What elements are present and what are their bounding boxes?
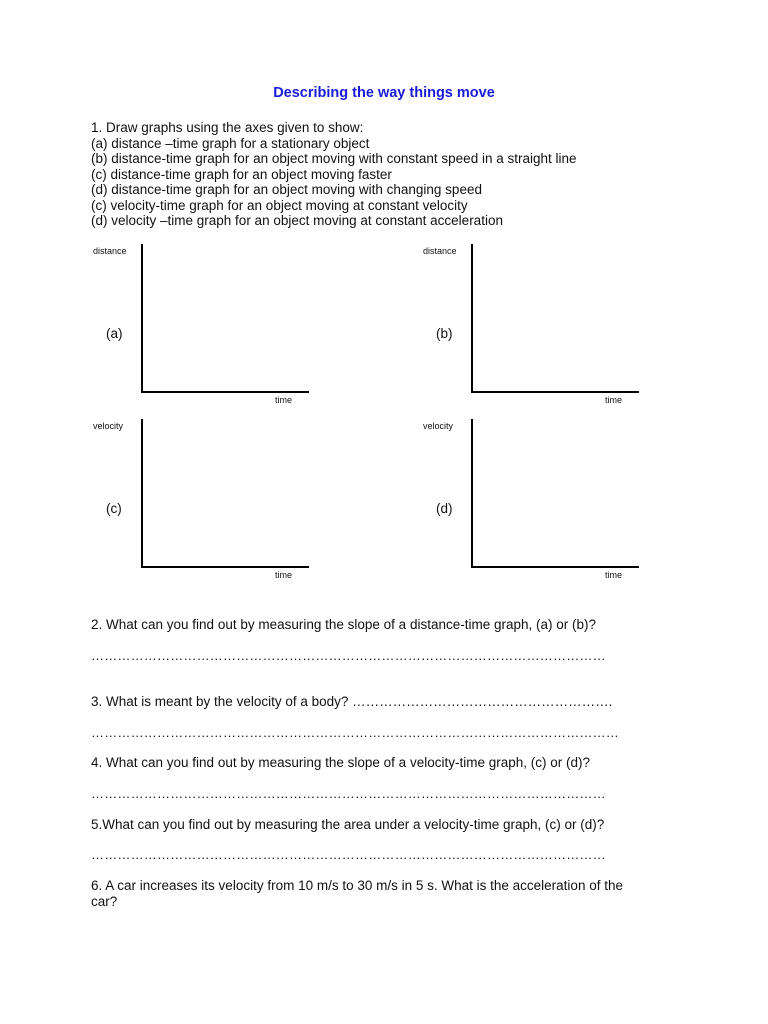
question-1-item-c2: (c) velocity-time graph for an object moving at constant velocity bbox=[91, 197, 468, 213]
question-5-answer-line[interactable]: ……………………………………………………………………………………………………… bbox=[91, 847, 606, 862]
graph-b-label: (b) bbox=[436, 326, 453, 341]
question-1-intro: 1. Draw graphs using the axes given to show: bbox=[91, 120, 364, 135]
question-6-line-1: 6. A car increases its velocity from 10 m/s to 30 m/s in 5 s. What is the acceleration of the bbox=[91, 878, 623, 893]
question-4: 4. What can you find out by measuring the slope of a velocity-time graph, (c) or (d)? bbox=[91, 755, 590, 770]
graph-c-x-axis bbox=[141, 566, 309, 568]
graph-b-y-axis bbox=[471, 244, 473, 393]
question-6 bbox=[91, 878, 623, 910]
question-4-answer-line[interactable]: ……………………………………………………………………………………………………… bbox=[91, 786, 606, 801]
graph-d bbox=[422, 419, 662, 589]
graph-d-xlabel: time bbox=[605, 570, 623, 580]
question-3-answer-line[interactable]: ………………………………………………………………………………………………………… bbox=[91, 725, 619, 740]
graph-a bbox=[92, 244, 332, 414]
graph-b-x-axis bbox=[471, 391, 639, 393]
graph-c-xlabel: time bbox=[275, 570, 293, 580]
question-1 bbox=[91, 120, 577, 229]
question-2-answer-line[interactable]: ……………………………………………………………………………………………………… bbox=[91, 648, 606, 663]
graph-a-y-axis bbox=[141, 244, 143, 393]
graph-a-ylabel: distance bbox=[93, 246, 127, 256]
question-2: 2. What can you find out by measuring the slope of a distance-time graph, (a) or (b)? bbox=[91, 617, 597, 632]
graph-c-ylabel: velocity bbox=[93, 421, 124, 431]
graph-b bbox=[422, 244, 662, 414]
question-1-item-c: (c) distance-time graph for an object moving faster bbox=[91, 166, 392, 182]
graph-d-ylabel: velocity bbox=[423, 421, 454, 431]
graph-d-label: (d) bbox=[436, 501, 453, 516]
question-6-line-2: car? bbox=[91, 894, 118, 909]
question-1-item-d: (d) distance-time graph for an object moving with changing speed bbox=[91, 182, 482, 197]
question-5: 5.What can you find out by measuring the area under a velocity-time graph, (c) or (d)? bbox=[91, 817, 605, 832]
graph-c-y-axis bbox=[141, 419, 143, 568]
question-3: 3. What is meant by the velocity of a body? …………………………………………………. bbox=[91, 694, 613, 709]
graph-d-x-axis bbox=[471, 566, 639, 568]
graph-b-ylabel: distance bbox=[423, 246, 457, 256]
graph-a-xlabel: time bbox=[275, 395, 293, 405]
question-1-item-d2: (d) velocity –time graph for an object moving at constant acceleration bbox=[91, 213, 503, 228]
question-1-item-a: (a) distance –time graph for a stationary object bbox=[91, 135, 370, 151]
question-1-item-b: (b) distance-time graph for an object moving with constant speed in a straight line bbox=[91, 151, 577, 166]
graph-b-xlabel: time bbox=[605, 395, 623, 405]
graph-d-y-axis bbox=[471, 419, 473, 568]
graph-c-label: (c) bbox=[106, 501, 122, 516]
graph-a-x-axis bbox=[141, 391, 309, 393]
graph-a-label: (a) bbox=[106, 326, 123, 341]
page-title: Describing the way things move bbox=[273, 85, 495, 101]
graph-c bbox=[92, 419, 332, 589]
